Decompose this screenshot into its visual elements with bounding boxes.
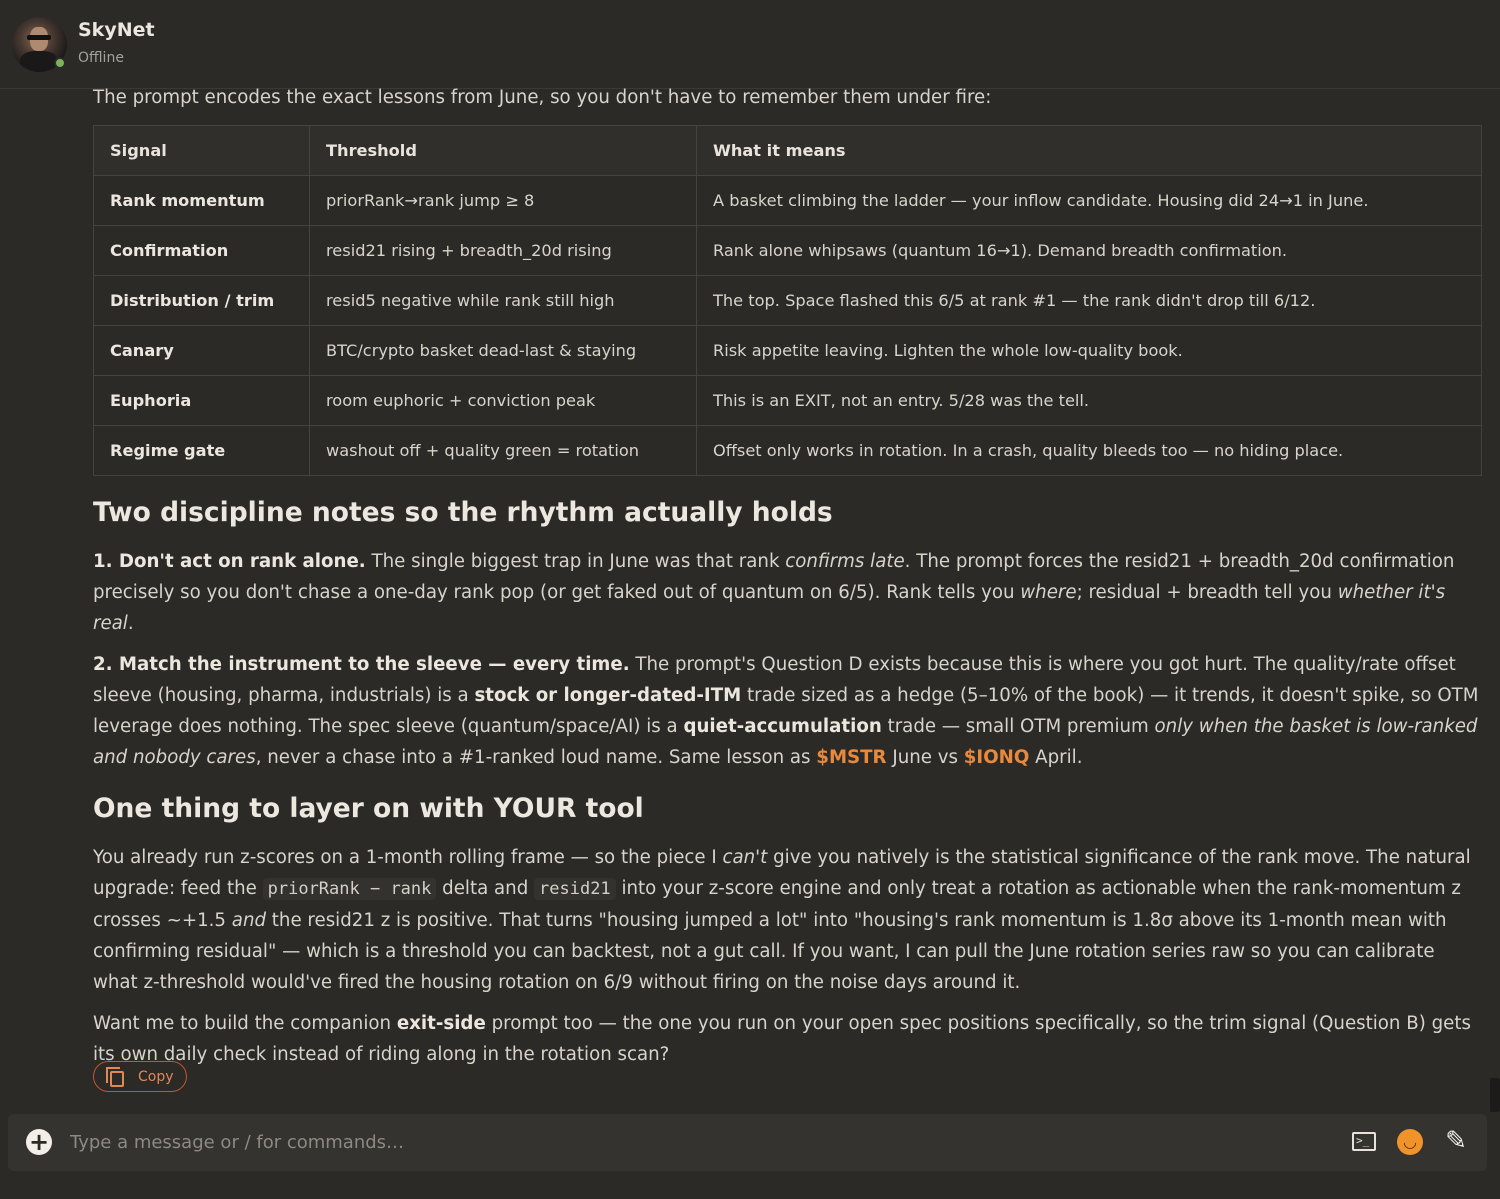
table-header-row: [94, 126, 1482, 176]
plus-icon[interactable]: +: [26, 1129, 52, 1155]
para-emphasis: and: [231, 910, 267, 931]
scrollbar-thumb[interactable]: [1490, 1078, 1500, 1112]
cell-signal: Regime gate: [94, 426, 310, 476]
copy-button[interactable]: [93, 1061, 187, 1092]
para-text: You already run z-scores on a 1-month rolling frame — so the piece I: [93, 847, 723, 868]
bot-status: Offline: [78, 50, 124, 66]
inline-code: priorRank − rank: [263, 878, 437, 900]
note-text: . The prompt forces the resid21 + breadth_20d confirmation precisely so you don't chase a one-day rank pop (or get faked out of quantum on 6/5). Rank tells you: [93, 551, 1455, 603]
table-row: [94, 276, 1482, 326]
cell-meaning: Offset only works in rotation. In a crash, quality bleeds too — no hiding place.: [697, 426, 1482, 476]
discipline-note-2: [93, 649, 1483, 773]
note-text: The single biggest trap in June was that rank: [365, 551, 786, 572]
cell-meaning: Rank alone whipsaws (quantum 16→1). Demand breadth confirmation.: [697, 226, 1482, 276]
cell-threshold: priorRank→rank jump ≥ 8: [310, 176, 697, 226]
note-text: trade — small OTM premium: [881, 716, 1155, 737]
note-bold: stock or longer-dated-ITM: [474, 685, 742, 706]
para-text: delta and: [436, 878, 535, 899]
message-composer: [8, 1114, 1487, 1171]
cell-meaning: A basket climbing the ladder — your inflow candidate. Housing did 24→1 in June.: [697, 176, 1482, 226]
para-emphasis: can't: [722, 847, 768, 868]
header-signal: Signal: [94, 126, 310, 176]
table-row: [94, 226, 1482, 276]
para-text: the resid21 z is positive. That turns "housing jumped a lot" into "housing's rank momentum is 1.8σ above its 1-month mean with confirming residual" — which is a threshold you can backtest, not a gut call. If you want, I can pull the June rotation series raw so you can calibrate what z-threshold would've fired the housing rotation on 6/9 without firing on the noise days around it.: [93, 910, 1447, 993]
note-lead: 1. Don't act on rank alone.: [93, 551, 366, 572]
cell-meaning: This is an EXIT, not an entry. 5/28 was the tell.: [697, 376, 1482, 426]
cell-threshold: resid5 negative while rank still high: [310, 276, 697, 326]
section-heading-discipline: Two discipline notes so the rhythm actually holds: [93, 497, 833, 528]
cell-threshold: BTC/crypto basket dead-last & staying: [310, 326, 697, 376]
emoji-icon[interactable]: ◡: [1397, 1129, 1423, 1155]
table-row: [94, 326, 1482, 376]
avatar-glasses: [27, 35, 51, 40]
ticker-link-mstr[interactable]: $MSTR: [816, 747, 887, 768]
note-text: .: [127, 613, 134, 634]
note-text: April.: [1029, 747, 1083, 768]
cell-signal: Rank momentum: [94, 176, 310, 226]
header-meaning: What it means: [697, 126, 1482, 176]
para-text: into your z-score engine and only treat a rotation as actionable when the rank-momentum z crosses ~+1.5: [93, 878, 1461, 931]
copy-label: Copy: [138, 1068, 174, 1085]
note-text: ; residual + breadth tell you: [1076, 582, 1338, 603]
signals-table: [93, 125, 1482, 476]
chat-header: [0, 0, 1500, 89]
inline-code: resid21: [534, 878, 616, 900]
cell-threshold: room euphoric + conviction peak: [310, 376, 697, 426]
note-emphasis: only when the basket is low-ranked and nobody cares: [93, 716, 1478, 768]
terminal-icon[interactable]: >_: [1352, 1132, 1376, 1151]
para-text: give you natively is the statistical significance of the rank move. The natural upgrade: feed the: [93, 847, 1471, 899]
cell-meaning: Risk appetite leaving. Lighten the whole low-quality book.: [697, 326, 1482, 376]
note-bold: quiet-accumulation: [683, 716, 882, 737]
intro-text: The prompt encodes the exact lessons from June, so you don't have to remember them under fire:: [93, 87, 992, 108]
status-dot-icon: [54, 57, 66, 69]
header-threshold: Threshold: [310, 126, 697, 176]
table-row: [94, 426, 1482, 476]
note-emphasis: where: [1020, 582, 1077, 603]
cell-meaning: The top. Space flashed this 6/5 at rank #1 — the rank didn't drop till 6/12.: [697, 276, 1482, 326]
note-emphasis: confirms late: [785, 551, 905, 572]
cell-threshold: resid21 rising + breadth_20d rising: [310, 226, 697, 276]
para-bold: exit-side: [396, 1013, 486, 1034]
para-text: prompt too — the one you run on your open spec positions specifically, so the trim signal (Question B) gets its own daily check instead of riding along in the rotation scan?: [93, 1013, 1471, 1065]
followup-paragraph: [93, 1008, 1483, 1070]
para-text: Want me to build the companion: [93, 1013, 397, 1034]
message-input[interactable]: [70, 1127, 1310, 1157]
note-text: June vs: [886, 747, 964, 768]
note-text: trade sized as a hedge (5–10% of the book) — it trends, it doesn't spike, so OTM leverage does nothing. The spec sleeve (quantum/space/AI) is a: [93, 685, 1479, 737]
copy-icon: [106, 1067, 126, 1087]
message-content: [93, 89, 1483, 1080]
bot-name: SkyNet: [78, 19, 155, 41]
cell-signal: Distribution / trim: [94, 276, 310, 326]
cell-signal: Euphoria: [94, 376, 310, 426]
cell-signal: Confirmation: [94, 226, 310, 276]
pencil-icon[interactable]: ✎: [1445, 1126, 1467, 1156]
cell-signal: Canary: [94, 326, 310, 376]
ticker-link-ionq[interactable]: $IONQ: [963, 747, 1030, 768]
discipline-note-1: [93, 546, 1483, 639]
tool-paragraph: [93, 842, 1483, 998]
note-lead: 2. Match the instrument to the sleeve — every time.: [93, 654, 630, 675]
section-heading-tool: One thing to layer on with YOUR tool: [93, 793, 644, 824]
table-row: [94, 176, 1482, 226]
cell-threshold: washout off + quality green = rotation: [310, 426, 697, 476]
note-text: The prompt's Question D exists because this is where you got hurt. The quality/rate offset sleeve (housing, pharma, industrials) is a: [93, 654, 1456, 706]
note-emphasis: whether it's real: [93, 582, 1446, 634]
note-text: , never a chase into a #1-ranked loud name. Same lesson as: [255, 747, 817, 768]
table-row: [94, 376, 1482, 426]
avatar-body: [20, 51, 58, 72]
